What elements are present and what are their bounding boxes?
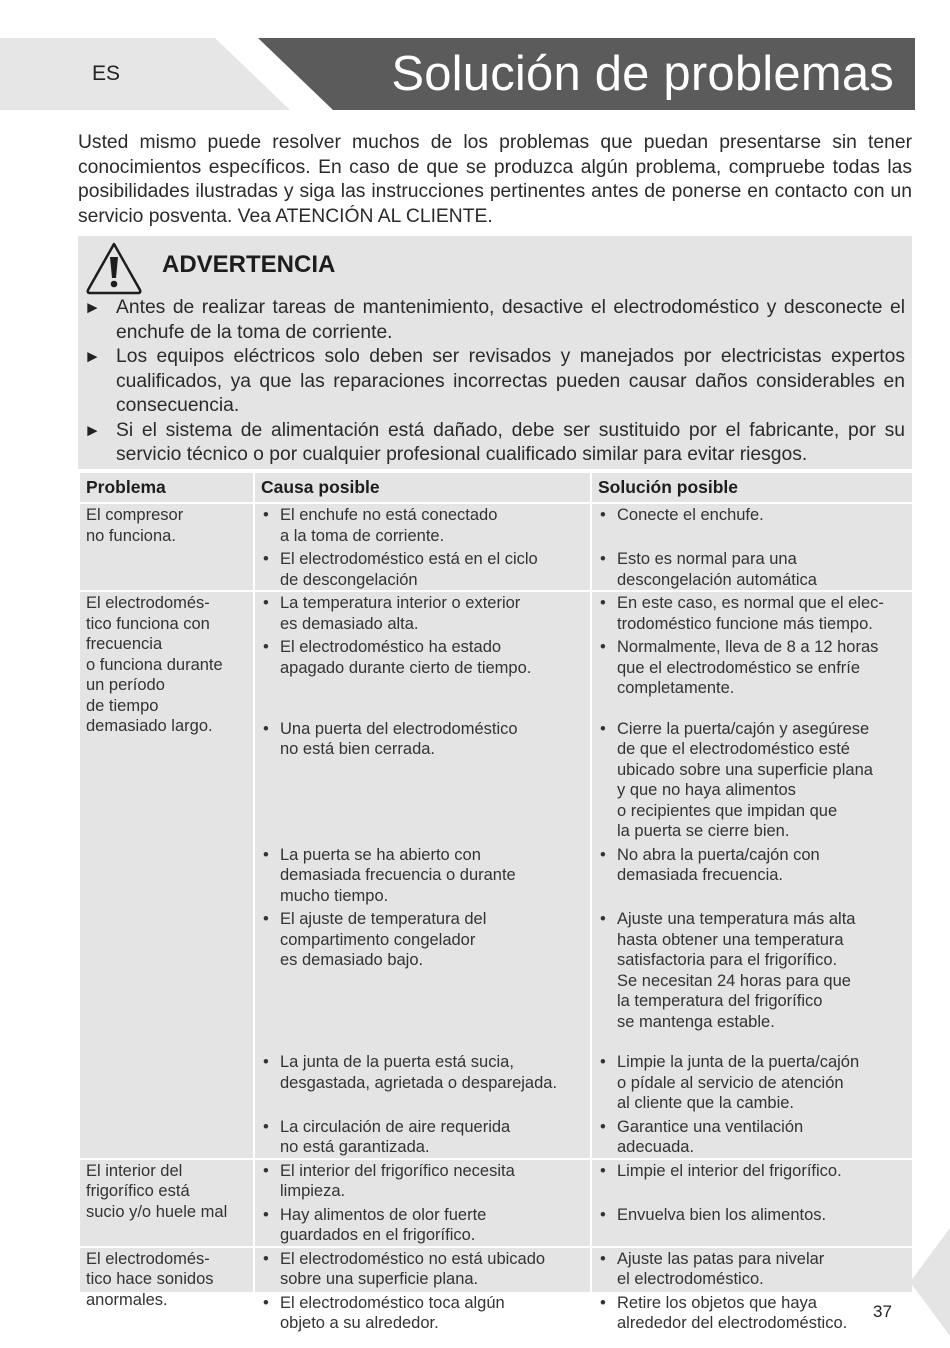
warning-item: ► Antes de realizar tareas de mantenimiento, desactive el electrodoméstico y desconecte el enchufe de la toma de corriente. [84, 297, 905, 343]
solution-cell [591, 1247, 913, 1335]
table-row [79, 1247, 913, 1335]
bullet-dot-icon: • [263, 1205, 269, 1224]
bullet-dot-icon: • [600, 550, 606, 568]
solution-item: • Limpie el interior del frigorífico. [600, 1161, 842, 1180]
bullet-dot-icon: • [263, 845, 269, 864]
cause-item: • El electrodoméstico está en el ciclo de descongelación [263, 550, 538, 589]
problem-cell: El compresor no funciona. [79, 503, 254, 591]
bullet-dot-icon: • [600, 719, 606, 738]
bullet-dot-icon: • [263, 1161, 269, 1180]
cause-item: • Una puerta del electrodoméstico no está bien cerrada. [263, 719, 518, 758]
bullet-dot-icon: • [600, 638, 606, 656]
solution-item: • Retire los objetos que haya alrededor del electrodoméstico. [600, 1293, 848, 1332]
bullet-dot-icon: • [600, 1249, 606, 1268]
cause-item: • El interior del frigorífico necesita limpieza. [263, 1161, 515, 1200]
header-solution: Solución posible [591, 472, 913, 503]
bullet-dot-icon: • [600, 1053, 606, 1071]
bullet-dot-icon: • [600, 594, 606, 612]
intro-paragraph: Usted mismo puede resolver muchos de los problemas que puedan presentarse sin tener conocimientos específicos. En caso de que se produzca algún problema, compruebe todas las posibilidades ilustradas y siga las instrucciones pertinentes antes de ponerse en contacto con un servicio posventa. Vea ATENCIÓN AL CLIENTE. [78, 132, 912, 227]
troubleshooting-table [78, 471, 914, 1336]
bullet-dot-icon: • [600, 1293, 606, 1312]
bullet-dot-icon: • [263, 638, 269, 656]
corner-decoration [910, 1228, 950, 1336]
warning-item: ► Los equipos eléctricos solo deben ser revisados y manejados por electricistas expertos cualificados, ya que las reparaciones incorrectas pueden causar daños considerables en consecuencia. [84, 346, 905, 416]
solution-item: • Ajuste una temperatura más alta hasta obtener una temperatura satisfactoria para el frigorífico. Se necesitan 24 horas para que la temperatura del frigorífico se mantenga estable. [600, 910, 856, 1031]
table-header-row [79, 472, 913, 503]
page-title: Solución de problemas [391, 47, 894, 101]
cause-item: • Hay alimentos de olor fuerte guardados en el frigorífico. [263, 1205, 487, 1244]
bullet-dot-icon: • [263, 910, 269, 928]
warning-list [84, 296, 905, 468]
table-row [79, 1159, 913, 1247]
warning-box [78, 236, 912, 469]
cause-item: • La puerta se ha abierto con demasiada frecuencia o durante mucho tiempo. [263, 845, 516, 905]
cause-item: • El ajuste de temperatura del compartimento congelador es demasiado bajo. [263, 910, 487, 969]
cause-item: • La temperatura interior o exterior es demasiado alta. [263, 594, 521, 633]
cause-cell [254, 591, 591, 1159]
bullet-dot-icon: • [600, 845, 606, 864]
solution-cell [591, 503, 913, 591]
arrow-bullet-icon: ► [84, 347, 101, 366]
solution-item: • Ajuste las patas para nivelar el electrodoméstico. [600, 1249, 825, 1288]
cause-item: • La circulación de aire requerida no está garantizada. [263, 1117, 511, 1156]
table-row [79, 591, 913, 1159]
cause-item: • El enchufe no está conectado a la toma de corriente. [263, 506, 498, 545]
bullet-dot-icon: • [600, 1205, 606, 1224]
bullet-dot-icon: • [600, 910, 606, 928]
bullet-dot-icon: • [263, 594, 269, 612]
arrow-bullet-icon: ► [84, 420, 101, 440]
arrow-bullet-icon: ► [84, 298, 101, 317]
warning-title: ADVERTENCIA [162, 251, 336, 278]
solution-cell [591, 1159, 913, 1247]
solution-item: • Esto es normal para una descongelación automática [600, 550, 817, 589]
language-code: ES [92, 62, 121, 85]
bullet-dot-icon: • [263, 550, 269, 568]
bullet-dot-icon: • [263, 1293, 269, 1312]
solution-item: • En este caso, es normal que el elec- trodoméstico funcione más tiempo. [600, 594, 884, 633]
header-problem: Problema [79, 472, 254, 503]
bullet-dot-icon: • [263, 506, 269, 524]
problem-cell: El interior del frigorífico está sucio y/o huele mal [79, 1159, 254, 1247]
bullet-dot-icon: • [263, 1249, 269, 1268]
table-row [79, 503, 913, 591]
bullet-dot-icon: • [600, 1161, 606, 1180]
header-cause: Causa posible [254, 472, 591, 503]
bullet-dot-icon: • [600, 506, 606, 524]
solution-cell [591, 591, 913, 1159]
bullet-dot-icon: • [263, 1117, 269, 1136]
bullet-dot-icon: • [263, 719, 269, 738]
cause-item: • El electrodoméstico ha estado apagado durante cierto de tiempo. [263, 638, 532, 677]
cause-cell [254, 1247, 591, 1335]
solution-item: • Limpie la junta de la puerta/cajón o pídale al servicio de atención al cliente que la cambie. [600, 1053, 860, 1112]
cause-item: • La junta de la puerta está sucia, desgastada, agrietada o desparejada. [263, 1053, 558, 1092]
cause-item: • El electrodoméstico no está ubicado sobre una superficie plana. [263, 1249, 546, 1288]
bullet-dot-icon: • [263, 1053, 269, 1071]
cause-cell [254, 1159, 591, 1247]
page-number: 37 [873, 1302, 892, 1321]
header-left-tab [0, 38, 290, 110]
solution-item: • No abra la puerta/cajón con demasiada frecuencia. [600, 845, 820, 884]
bullet-dot-icon: • [600, 1117, 606, 1136]
cause-cell [254, 503, 591, 591]
solution-item: • Normalmente, lleva de 8 a 12 horas que el electrodoméstico se enfríe completamente. [600, 638, 879, 697]
problem-cell: El electrodomés- tico funciona con frecuencia o funciona durante un período de tiempo demasiado largo. [79, 591, 254, 1159]
cause-item: • El electrodoméstico toca algún objeto a su alrededor. [263, 1293, 505, 1332]
solution-item: • Cierre la puerta/cajón y asegúrese de que el electrodoméstico esté ubicado sobre una superficie plana y que no haya alimentos o recipientes que impidan que la puerta se cierre bien. [600, 719, 873, 840]
warning-triangle-icon [84, 240, 144, 296]
warning-item: ► Si el sistema de alimentación está dañado, debe ser sustituido por el fabricante, por su servicio técnico o por cualquier profesional cualificado similar para evitar riesgos. [84, 419, 905, 465]
solution-item: • Garantice una ventilación adecuada. [600, 1117, 804, 1156]
problem-cell: El electrodomés- tico hace sonidos anormales. [79, 1247, 254, 1335]
solution-item: • Envuelva bien los alimentos. [600, 1205, 827, 1224]
solution-item: • Conecte el enchufe. [600, 506, 764, 524]
